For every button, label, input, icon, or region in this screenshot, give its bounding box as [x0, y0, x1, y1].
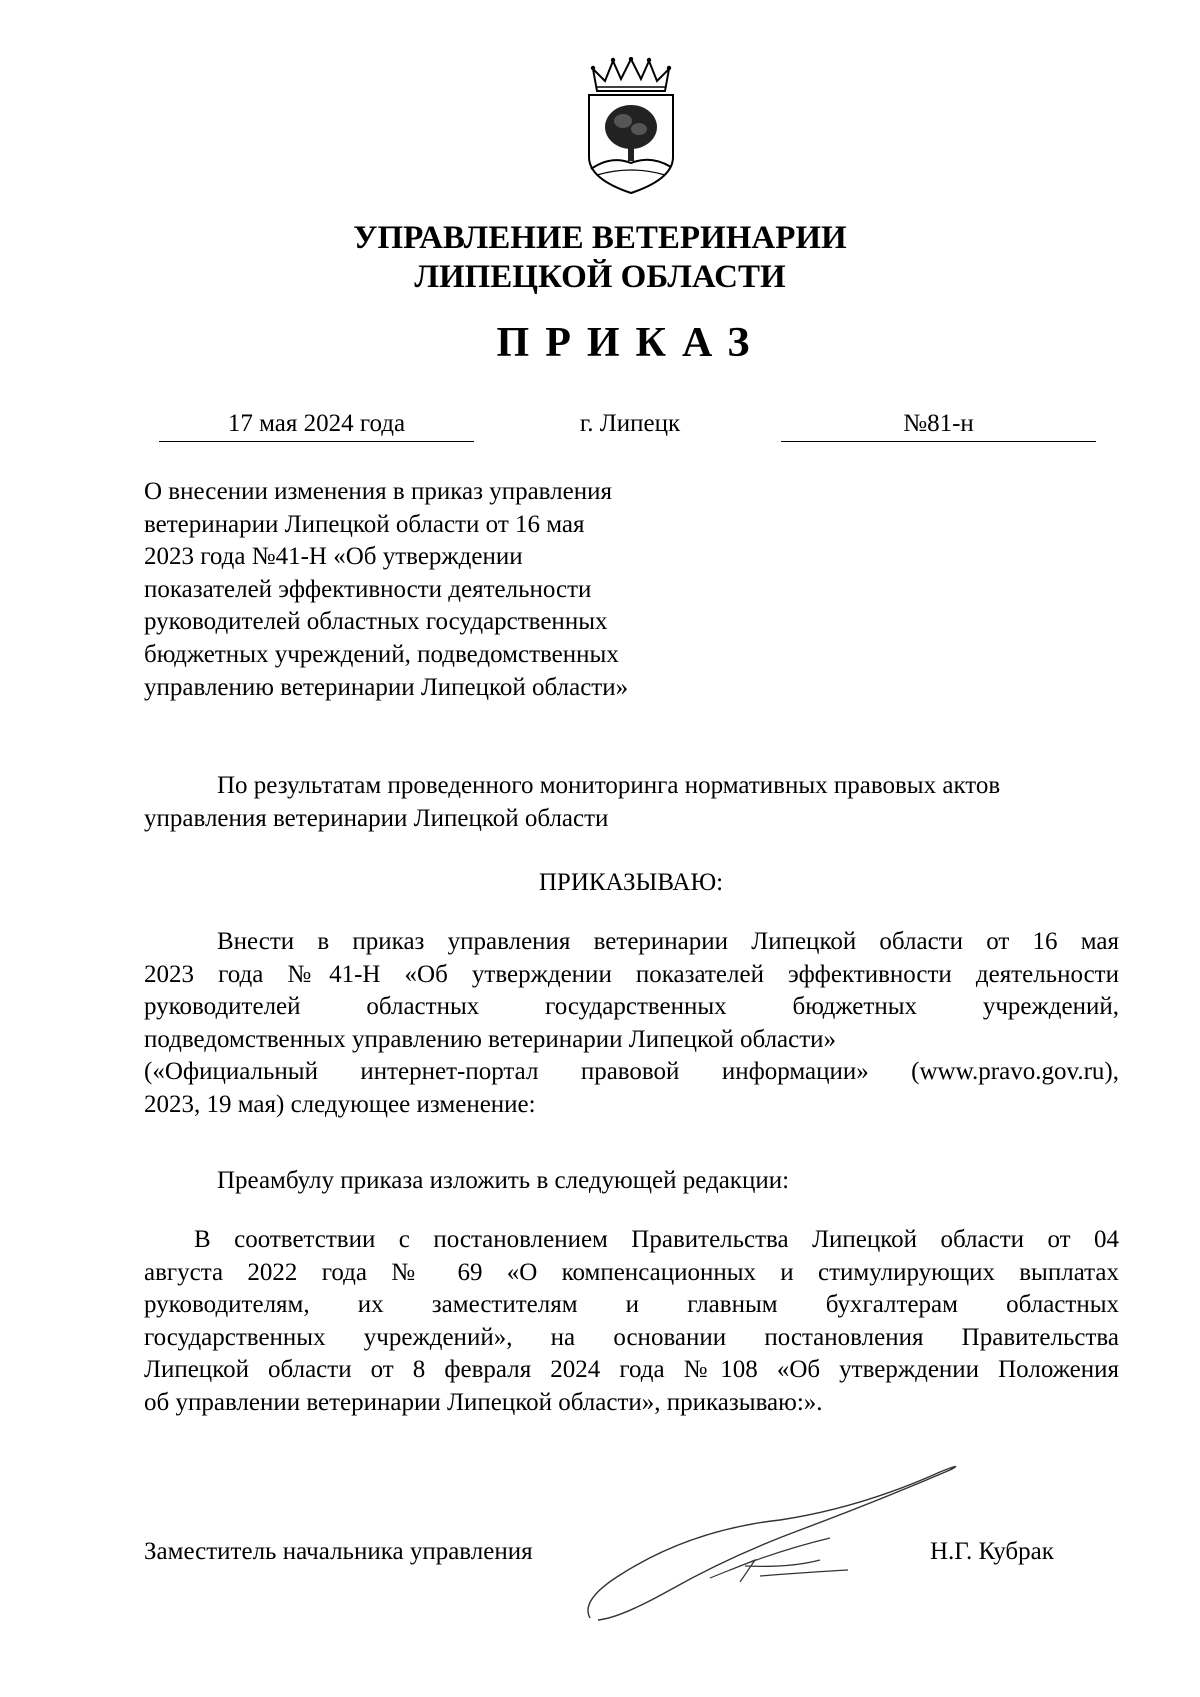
subject-line: управлению ветеринарии Липецкой области» — [144, 673, 629, 701]
subject-line: О внесении изменения в приказ управления — [144, 478, 612, 505]
organization-name-line1: УПРАВЛЕНИЕ ВЕТЕРИНАРИИ — [353, 220, 847, 256]
organization-name-line2: ЛИПЕЦКОЙ ОБЛАСТИ — [414, 259, 786, 295]
document-subject — [144, 476, 744, 704]
body-line: 2023, 19 мая) следующее изменение: — [144, 1090, 536, 1118]
body-paragraph-3 — [144, 1224, 1119, 1420]
coat-of-arms-icon — [583, 57, 679, 195]
document-number: №81-н — [781, 409, 1096, 442]
signatory-name: Н.Г. Кубрак — [930, 1538, 1054, 1565]
subject-line: показателей эффективности деятельности — [144, 575, 592, 603]
signatory-role: Заместитель начальника управления — [144, 1538, 533, 1565]
order-word: ПРИКАЗЫВАЮ: — [538, 869, 724, 896]
body-line: об управлении ветеринарии Липецкой области», приказываю:». — [144, 1388, 823, 1416]
subject-line: ветеринарии Липецкой области от 16 мая — [144, 510, 585, 538]
subject-line: бюджетных учреждений, подведомственных — [144, 640, 619, 668]
body-line: Преамбулу приказа изложить в следующей редакции: — [217, 1167, 790, 1194]
body-line: руководителей областных государственных бюджетных учреждений, — [144, 993, 1119, 1021]
body-line: В соответствии с постановлением Правительства Липецкой области от 04 — [194, 1226, 1119, 1253]
body-line: 2023 года №41-Н «Об утверждении показателей эффективности деятельности — [144, 960, 1119, 988]
document-date: 17 мая 2024 года — [159, 409, 474, 442]
body-line: августа 2022 года № 69 «О компенсационных и стимулирующих выплатах — [144, 1258, 1119, 1286]
subject-line: 2023 года №41-Н «Об утверждении — [144, 543, 523, 571]
preamble-paragraph — [144, 770, 1119, 835]
body-paragraph-1 — [144, 926, 1119, 1122]
preamble-line: По результатам проведенного мониторинга нормативных правовых актов — [217, 772, 1001, 799]
document-type-title: ПРИКАЗ — [496, 320, 766, 366]
preamble-line: управления ветеринарии Липецкой области — [144, 804, 609, 832]
document-city: г. Липецк — [579, 410, 681, 437]
body-paragraph-2 — [144, 1165, 1119, 1198]
handwritten-signature-icon — [580, 1450, 980, 1630]
body-line: государственных учреждений», на основании постановления Правительства — [144, 1323, 1119, 1351]
body-line: Внести в приказ управления ветеринарии Липецкой области от 16 мая — [217, 928, 1119, 955]
body-line: руководителям, их заместителям и главным бухгалтерам областных — [144, 1291, 1119, 1319]
subject-line: руководителей областных государственных — [144, 608, 608, 636]
body-line: Липецкой области от 8 февраля 2024 года №108 «Об утверждении Положения — [144, 1356, 1119, 1384]
body-line: («Официальный интернет-портал правовой информации» (www.pravo.gov.ru), — [144, 1058, 1119, 1086]
body-line: подведомственных управлению ветеринарии Липецкой области» — [144, 1025, 837, 1053]
